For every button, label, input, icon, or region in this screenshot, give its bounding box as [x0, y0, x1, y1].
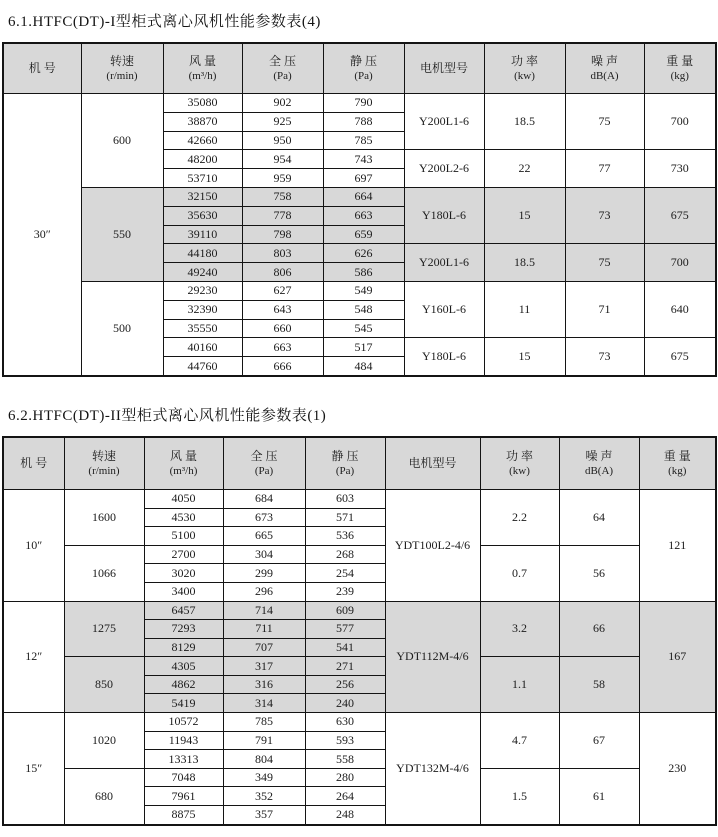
cell-total-pressure: 663: [242, 338, 323, 357]
cell-airflow: 4050: [144, 489, 223, 508]
cell-static-pressure: 517: [323, 338, 404, 357]
cell-static-pressure: 256: [305, 675, 385, 694]
cell-total-pressure: 304: [223, 545, 305, 564]
cell-noise: 66: [559, 601, 639, 657]
col-header-total-pressure: 全 压 (Pa): [223, 437, 305, 490]
col-header-airflow: 风 量 (m³/h): [144, 437, 223, 490]
cell-total-pressure: 673: [223, 508, 305, 527]
cell-weight: 700: [644, 94, 716, 150]
cell-power: 4.7: [480, 713, 559, 769]
col-header-power: 功 率 (kw): [484, 43, 565, 94]
cell-total-pressure: 299: [223, 564, 305, 583]
cell-total-pressure: 665: [223, 527, 305, 546]
cell-noise: 77: [565, 150, 644, 188]
cell-static-pressure: 240: [305, 694, 385, 713]
col-header-static-pressure: 静 压 (Pa): [305, 437, 385, 490]
cell-airflow: 4530: [144, 508, 223, 527]
col-header-static-pressure: 静 压 (Pa): [323, 43, 404, 94]
cell-machine-size: 15″: [3, 713, 64, 825]
col-header-motor-model: 电机型号: [404, 43, 484, 94]
table-row: [3, 94, 716, 113]
cell-noise: 73: [565, 338, 644, 376]
cell-total-pressure: 314: [223, 694, 305, 713]
cell-speed: 1020: [64, 713, 144, 769]
cell-static-pressure: 545: [323, 319, 404, 338]
cell-total-pressure: 714: [223, 601, 305, 620]
cell-motor-model: Y180L-6: [404, 338, 484, 376]
cell-static-pressure: 484: [323, 357, 404, 376]
cell-airflow: 10572: [144, 713, 223, 732]
cell-noise: 73: [565, 187, 644, 243]
cell-static-pressure: 558: [305, 750, 385, 769]
cell-airflow: 7048: [144, 768, 223, 787]
cell-noise: 75: [565, 244, 644, 282]
cell-airflow: 48200: [163, 150, 242, 169]
col-header-weight: 重 量 (kg): [644, 43, 716, 94]
table-row: [3, 489, 716, 508]
cell-static-pressure: 697: [323, 169, 404, 188]
cell-airflow: 8129: [144, 638, 223, 657]
cell-speed: 850: [64, 657, 144, 713]
cell-total-pressure: 806: [242, 263, 323, 282]
cell-motor-model: YDT100L2-4/6: [385, 489, 480, 601]
cell-power: 18.5: [484, 244, 565, 282]
cell-speed: 680: [64, 768, 144, 824]
cell-static-pressure: 548: [323, 300, 404, 319]
cell-airflow: 35080: [163, 94, 242, 113]
col-header-power: 功 率 (kw): [480, 437, 559, 490]
cell-power: 0.7: [480, 545, 559, 601]
cell-airflow: 11943: [144, 731, 223, 750]
cell-airflow: 39110: [163, 225, 242, 244]
cell-static-pressure: 659: [323, 225, 404, 244]
cell-total-pressure: 707: [223, 638, 305, 657]
cell-noise: 64: [559, 489, 639, 545]
cell-airflow: 6457: [144, 601, 223, 620]
cell-static-pressure: 743: [323, 150, 404, 169]
col-header-airflow: 风 量 (m³/h): [163, 43, 242, 94]
cell-airflow: 3400: [144, 582, 223, 601]
cell-static-pressure: 586: [323, 263, 404, 282]
cell-airflow: 35630: [163, 206, 242, 225]
cell-noise: 58: [559, 657, 639, 713]
cell-power: 3.2: [480, 601, 559, 657]
cell-airflow: 38870: [163, 112, 242, 131]
cell-static-pressure: 788: [323, 112, 404, 131]
cell-total-pressure: 627: [242, 281, 323, 300]
cell-power: 22: [484, 150, 565, 188]
cell-power: 1.1: [480, 657, 559, 713]
cell-static-pressure: 254: [305, 564, 385, 583]
cell-static-pressure: 609: [305, 601, 385, 620]
cell-total-pressure: 798: [242, 225, 323, 244]
cell-static-pressure: 785: [323, 131, 404, 150]
cell-weight: 675: [644, 338, 716, 376]
cell-static-pressure: 541: [305, 638, 385, 657]
table-header-row: [3, 437, 716, 490]
cell-airflow: 5419: [144, 694, 223, 713]
cell-airflow: 7961: [144, 787, 223, 806]
table-row: [3, 657, 716, 676]
table-performance-6-1: [2, 42, 717, 377]
cell-weight: 121: [639, 489, 716, 601]
cell-motor-model: YDT132M-4/6: [385, 713, 480, 825]
cell-power: 2.2: [480, 489, 559, 545]
cell-weight: 230: [639, 713, 716, 825]
cell-airflow: 44760: [163, 357, 242, 376]
cell-static-pressure: 630: [305, 713, 385, 732]
table-row: [3, 768, 716, 787]
cell-static-pressure: 264: [305, 787, 385, 806]
cell-speed: 550: [81, 187, 163, 281]
cell-noise: 71: [565, 281, 644, 337]
table-row: [3, 187, 716, 206]
cell-motor-model: Y160L-6: [404, 281, 484, 337]
cell-airflow: 35550: [163, 319, 242, 338]
cell-total-pressure: 357: [223, 806, 305, 825]
cell-total-pressure: 804: [223, 750, 305, 769]
cell-machine-size: 10″: [3, 489, 64, 601]
cell-airflow: 4862: [144, 675, 223, 694]
table-row: [3, 601, 716, 620]
cell-noise: 61: [559, 768, 639, 824]
cell-machine-size: 12″: [3, 601, 64, 713]
cell-power: 18.5: [484, 94, 565, 150]
cell-static-pressure: 248: [305, 806, 385, 825]
cell-weight: 640: [644, 281, 716, 337]
table-header-row: [3, 43, 716, 94]
cell-static-pressure: 571: [305, 508, 385, 527]
cell-noise: 56: [559, 545, 639, 601]
cell-motor-model: Y180L-6: [404, 187, 484, 243]
cell-static-pressure: 663: [323, 206, 404, 225]
cell-static-pressure: 549: [323, 281, 404, 300]
cell-total-pressure: 349: [223, 768, 305, 787]
cell-airflow: 32390: [163, 300, 242, 319]
cell-total-pressure: 317: [223, 657, 305, 676]
cell-airflow: 5100: [144, 527, 223, 546]
cell-weight: 675: [644, 187, 716, 243]
cell-power: 11: [484, 281, 565, 337]
cell-airflow: 53710: [163, 169, 242, 188]
cell-static-pressure: 626: [323, 244, 404, 263]
cell-static-pressure: 664: [323, 187, 404, 206]
cell-static-pressure: 280: [305, 768, 385, 787]
cell-airflow: 49240: [163, 263, 242, 282]
cell-total-pressure: 352: [223, 787, 305, 806]
cell-total-pressure: 711: [223, 620, 305, 639]
cell-static-pressure: 239: [305, 582, 385, 601]
cell-total-pressure: 684: [223, 489, 305, 508]
cell-airflow: 40160: [163, 338, 242, 357]
cell-static-pressure: 268: [305, 545, 385, 564]
cell-speed: 1275: [64, 601, 144, 657]
cell-airflow: 3020: [144, 564, 223, 583]
cell-total-pressure: 296: [223, 582, 305, 601]
cell-airflow: 29230: [163, 281, 242, 300]
cell-total-pressure: 785: [223, 713, 305, 732]
cell-weight: 700: [644, 244, 716, 282]
cell-airflow: 42660: [163, 131, 242, 150]
col-header-weight: 重 量 (kg): [639, 437, 716, 490]
cell-static-pressure: 271: [305, 657, 385, 676]
cell-power: 1.5: [480, 768, 559, 824]
cell-total-pressure: 666: [242, 357, 323, 376]
cell-speed: 1600: [64, 489, 144, 545]
cell-speed: 600: [81, 94, 163, 188]
cell-airflow: 7293: [144, 620, 223, 639]
col-header-machine: 机 号: [3, 43, 81, 94]
section-title-6-1: 6.1.HTFC(DT)-I型柜式离心风机性能参数表(4): [8, 14, 321, 30]
cell-speed: 500: [81, 281, 163, 375]
cell-airflow: 2700: [144, 545, 223, 564]
cell-total-pressure: 803: [242, 244, 323, 263]
cell-total-pressure: 316: [223, 675, 305, 694]
col-header-machine: 机 号: [3, 437, 64, 490]
table-row: [3, 281, 716, 300]
cell-total-pressure: 758: [242, 187, 323, 206]
table-row: [3, 545, 716, 564]
col-header-noise: 噪 声 dB(A): [559, 437, 639, 490]
cell-total-pressure: 660: [242, 319, 323, 338]
cell-speed: 1066: [64, 545, 144, 601]
col-header-speed: 转速 (r/min): [64, 437, 144, 490]
cell-noise: 75: [565, 94, 644, 150]
cell-total-pressure: 791: [223, 731, 305, 750]
col-header-total-pressure: 全 压 (Pa): [242, 43, 323, 94]
cell-machine-size: 30″: [3, 94, 81, 376]
cell-static-pressure: 790: [323, 94, 404, 113]
cell-power: 15: [484, 187, 565, 243]
col-header-motor-model: 电机型号: [385, 437, 480, 490]
cell-power: 15: [484, 338, 565, 376]
cell-total-pressure: 925: [242, 112, 323, 131]
table-performance-6-2: [2, 436, 717, 826]
cell-static-pressure: 593: [305, 731, 385, 750]
cell-airflow: 4305: [144, 657, 223, 676]
cell-motor-model: YDT112M-4/6: [385, 601, 480, 713]
cell-noise: 67: [559, 713, 639, 769]
cell-weight: 167: [639, 601, 716, 713]
cell-total-pressure: 902: [242, 94, 323, 113]
cell-airflow: 44180: [163, 244, 242, 263]
cell-airflow: 8875: [144, 806, 223, 825]
col-header-speed: 转速 (r/min): [81, 43, 163, 94]
table-row: [3, 713, 716, 732]
cell-static-pressure: 536: [305, 527, 385, 546]
cell-airflow: 32150: [163, 187, 242, 206]
cell-motor-model: Y200L1-6: [404, 94, 484, 150]
cell-weight: 730: [644, 150, 716, 188]
cell-motor-model: Y200L1-6: [404, 244, 484, 282]
cell-total-pressure: 954: [242, 150, 323, 169]
section-title-6-2: 6.2.HTFC(DT)-II型柜式离心风机性能参数表(1): [8, 407, 327, 424]
cell-total-pressure: 778: [242, 206, 323, 225]
cell-total-pressure: 643: [242, 300, 323, 319]
cell-total-pressure: 959: [242, 169, 323, 188]
col-header-noise: 噪 声 dB(A): [565, 43, 644, 94]
cell-airflow: 13313: [144, 750, 223, 769]
cell-static-pressure: 577: [305, 620, 385, 639]
cell-static-pressure: 603: [305, 489, 385, 508]
cell-total-pressure: 950: [242, 131, 323, 150]
cell-motor-model: Y200L2-6: [404, 150, 484, 188]
